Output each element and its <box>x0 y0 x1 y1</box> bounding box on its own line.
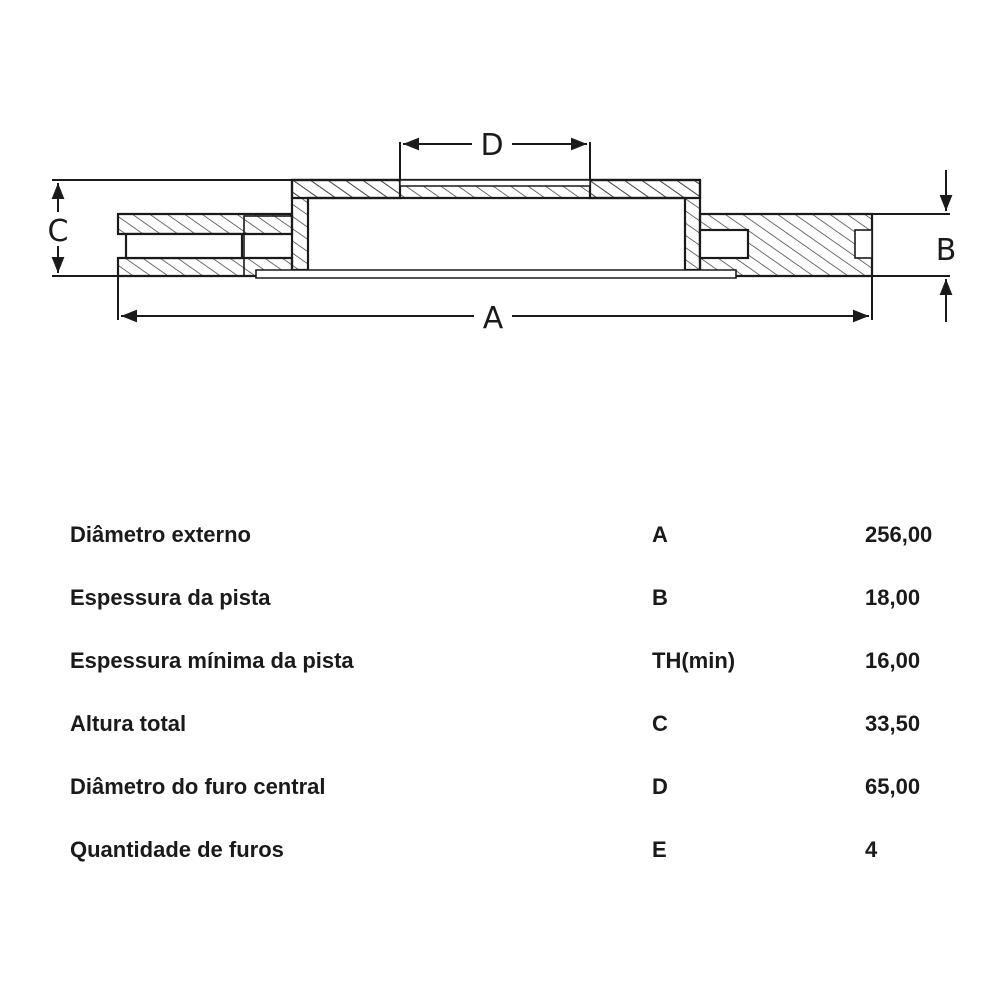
spec-label: Diâmetro externo <box>70 522 251 547</box>
spec-row <box>70 567 970 630</box>
disc-cross-section <box>118 180 872 278</box>
spec-label: Diâmetro do furo central <box>70 774 326 799</box>
spec-value: 65,00 <box>865 774 921 799</box>
spec-value: 4 <box>865 837 878 862</box>
spec-row <box>70 819 970 882</box>
spec-value: 256,00 <box>865 522 933 547</box>
spec-value: 33,50 <box>865 711 921 736</box>
spec-code: A <box>652 522 668 547</box>
spec-row <box>70 630 970 693</box>
dimension-label-b: B <box>935 233 957 268</box>
brake-disc-diagram <box>0 0 1000 400</box>
spec-value: 18,00 <box>865 585 921 610</box>
spec-code: E <box>652 837 667 862</box>
spec-code: C <box>652 711 668 736</box>
spec-code: B <box>652 585 668 610</box>
dimension-label-d: D <box>480 128 504 163</box>
dimension-label-c: C <box>47 214 69 249</box>
spec-label: Quantidade de furos <box>70 837 284 862</box>
spec-label: Espessura da pista <box>70 585 271 610</box>
spec-code: TH(min) <box>652 648 736 673</box>
spec-row <box>70 693 970 756</box>
dimension-label-a: A <box>482 301 504 336</box>
spec-value: 16,00 <box>865 648 921 673</box>
spec-code: D <box>652 774 668 799</box>
specs-table <box>70 504 970 882</box>
spec-row <box>70 756 970 819</box>
spec-label: Altura total <box>70 711 187 736</box>
spec-label: Espessura mínima da pista <box>70 648 354 673</box>
spec-row <box>70 504 970 567</box>
